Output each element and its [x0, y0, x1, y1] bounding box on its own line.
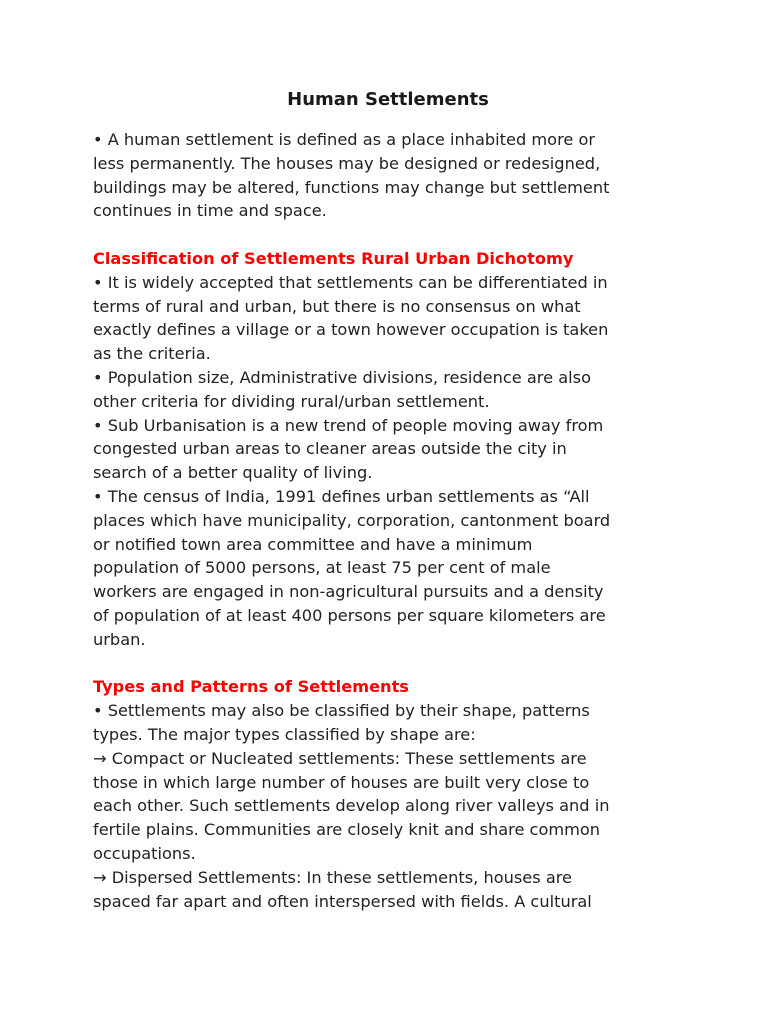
text-line: less permanently. The houses may be designed or redesigned, [93, 153, 601, 173]
paragraph-gap [93, 652, 683, 676]
section-heading-types-patterns: Types and Patterns of Settlements [93, 677, 409, 697]
paragraph-gap [93, 223, 683, 247]
document-page [93, 88, 683, 913]
text-line: congested urban areas to cleaner areas outside the city in [93, 439, 567, 459]
intro-paragraph [93, 128, 683, 223]
text-line: terms of rural and urban, but there is no consensus on what [93, 296, 581, 316]
text-line: types. The major types classified by shape are: [93, 724, 476, 744]
text-line: • Sub Urbanisation is a new trend of people moving away from [93, 415, 604, 435]
text-line: those in which large number of houses are built very close to [93, 772, 590, 792]
classification-section-body [93, 271, 683, 652]
text-line: other criteria for dividing rural/urban settlement. [93, 391, 490, 411]
text-line: of population of at least 400 persons per square kilometers are [93, 605, 606, 625]
text-line: occupations. [93, 843, 196, 863]
text-line: • Settlements may also be classified by their shape, patterns [93, 701, 590, 721]
page-title: Human Settlements [287, 89, 489, 110]
text-line: fertile plains. Communities are closely knit and share common [93, 820, 601, 840]
text-line: • The census of India, 1991 defines urban settlements as “All [93, 486, 590, 506]
types-section-body [93, 699, 683, 913]
text-line: buildings may be altered, functions may change but settlement [93, 177, 610, 197]
text-line: population of 5000 persons, at least 75 per cent of male [93, 558, 551, 578]
text-line: continues in time and space. [93, 201, 327, 221]
text-line: workers are engaged in non-agricultural pursuits and a density [93, 582, 604, 602]
text-line: each other. Such settlements develop along river valleys and in [93, 796, 610, 816]
text-line: • It is widely accepted that settlements can be differentiated in [93, 272, 608, 292]
text-line: search of a better quality of living. [93, 463, 373, 483]
text-line: urban. [93, 629, 146, 649]
text-line: as the criteria. [93, 344, 211, 364]
text-line: exactly defines a village or a town however occupation is taken [93, 320, 609, 340]
text-line: or notified town area committee and have a minimum [93, 534, 533, 554]
text-line: places which have municipality, corporation, cantonment board [93, 510, 611, 530]
text-line: • Population size, Administrative divisions, residence are also [93, 367, 591, 387]
text-line: spaced far apart and often interspersed with fields. A cultural [93, 891, 592, 911]
text-line: → Dispersed Settlements: In these settlements, houses are [93, 867, 573, 887]
section-heading-classification: Classification of Settlements Rural Urban Dichotomy [93, 248, 574, 268]
text-line: • A human settlement is defined as a place inhabited more or [93, 130, 596, 149]
text-line: → Compact or Nucleated settlements: These settlements are [93, 748, 587, 768]
